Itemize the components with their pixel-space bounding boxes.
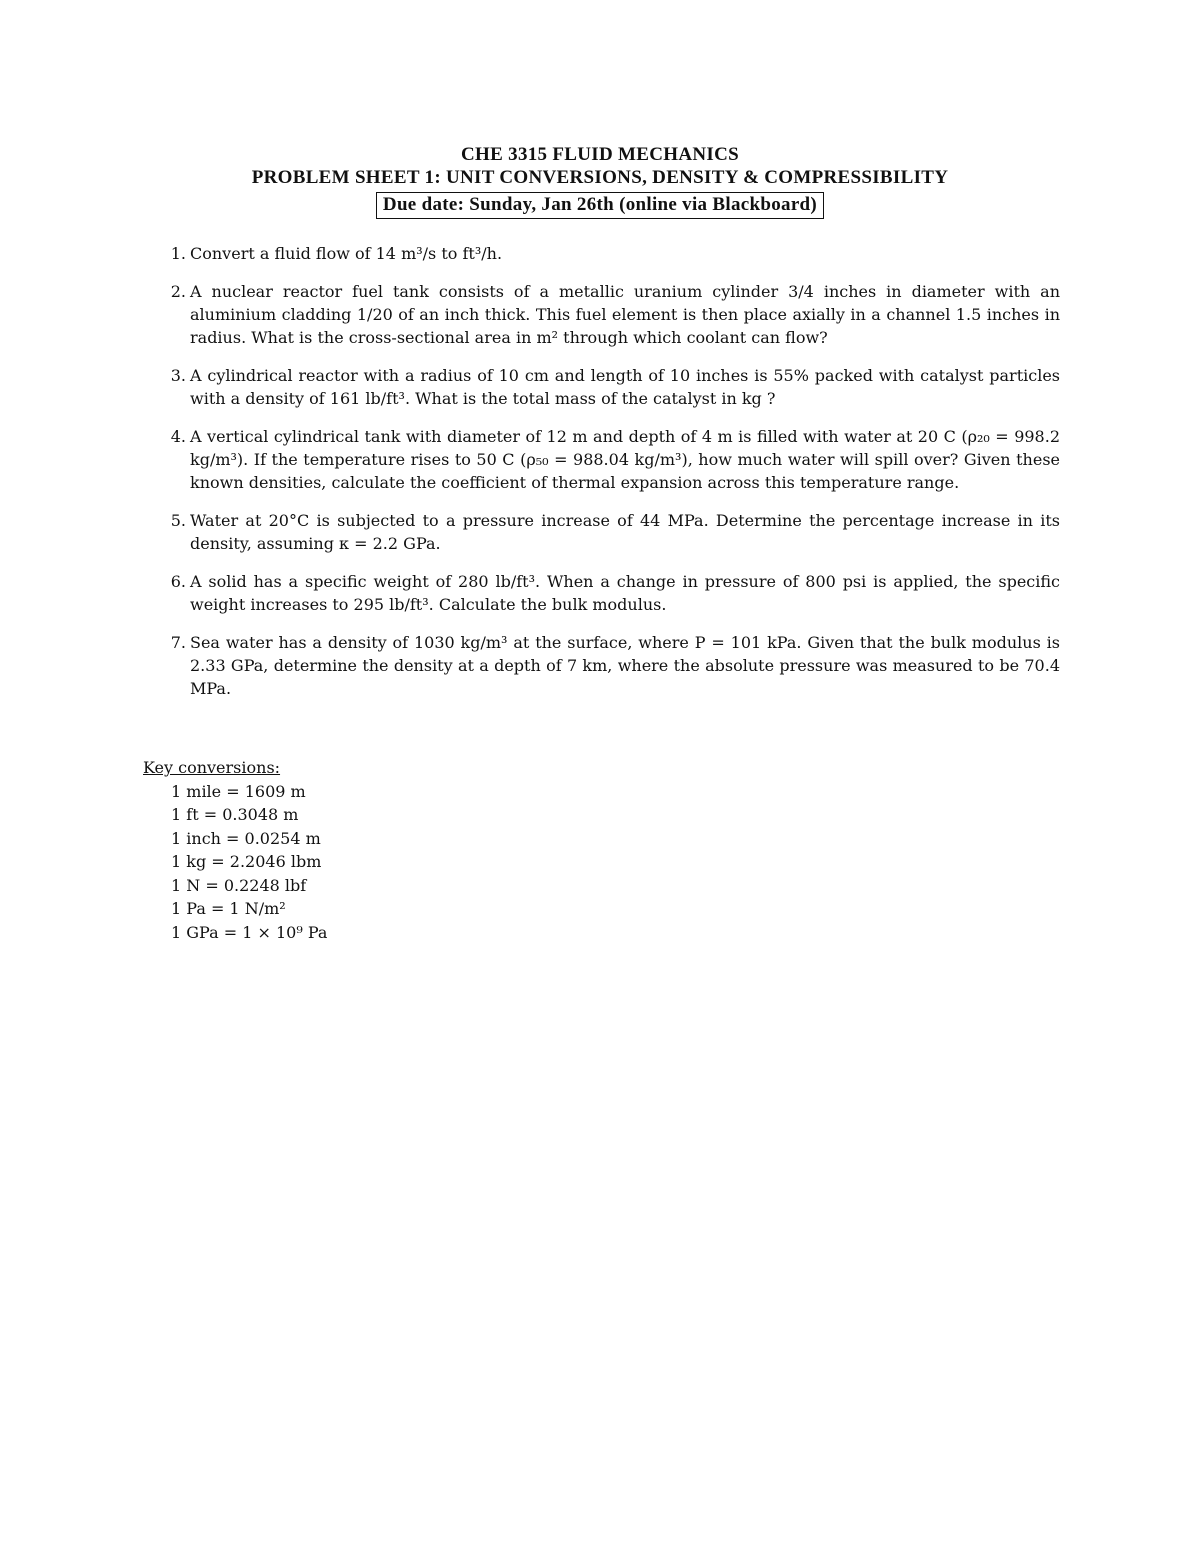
problem-list xyxy=(160,242,1060,715)
key-conversions xyxy=(143,756,327,944)
problem-number: 7. xyxy=(170,633,186,652)
sheet-title: PROBLEM SHEET 1: UNIT CONVERSIONS, DENSITY & COMPRESSIBILITY xyxy=(251,167,949,188)
conversion-item: 1 kg = 2.2046 lbm xyxy=(171,852,322,871)
problem-item xyxy=(160,242,1060,265)
conversion-item: 1 GPa = 1 × 10⁹ Pa xyxy=(171,922,328,942)
problem-number: 4. xyxy=(170,427,186,446)
conversion-item: 1 ft = 0.3048 m xyxy=(171,805,299,824)
problem-item xyxy=(160,570,1060,616)
problem-text: Sea water has a density of 1030 kg/m³ at the surface, where P = 101 kPa. Given that the bulk modulus is 2.33 GPa, determine the density at a depth of 7 km, where the absolute pressure was measured to be 70.4 MPa. xyxy=(190,633,1060,698)
problem-item xyxy=(160,364,1060,410)
problem-number: 2. xyxy=(170,282,186,301)
problem-number: 1. xyxy=(170,244,186,263)
problem-item xyxy=(160,280,1060,349)
conversion-item: 1 mile = 1609 m xyxy=(171,781,306,801)
problem-item xyxy=(160,631,1060,700)
problem-text: A nuclear reactor fuel tank consists of a metallic uranium cylinder 3/4 inches in diameter with an aluminium cladding 1/20 of an inch thick. This fuel element is then place axially in a channel 1.5 inches in radius. What is the cross-sectional area in m² through which coolant can flow? xyxy=(190,282,1060,347)
problem-text: A vertical cylindrical tank with diameter of 12 m and depth of 4 m is filled with water at 20 C (ρ₂₀ = 998.2 kg/m³). If the temperature rises to 50 C (ρ₅₀ = 988.04 kg/m³), how much water will spill over? Given these known densities, calculate the coefficient of thermal expansion across this temperature range. xyxy=(190,427,1060,492)
problem-item xyxy=(160,509,1060,555)
course-title: CHE 3315 FLUID MECHANICS xyxy=(461,144,739,165)
problem-number: 5. xyxy=(170,511,186,530)
problem-text: Convert a fluid flow of 14 m³/s to ft³/h. xyxy=(190,244,503,263)
document-header xyxy=(0,143,1200,219)
conversions-heading: Key conversions: xyxy=(143,758,281,777)
conversion-item: 1 Pa = 1 N/m² xyxy=(171,899,286,918)
problem-text: A solid has a specific weight of 280 lb/ft³. When a change in pressure of 800 psi is applied, the specific weight increases to 295 lb/ft³. Calculate the bulk modulus. xyxy=(190,572,1060,614)
problem-number: 6. xyxy=(170,572,186,591)
problem-number: 3. xyxy=(170,366,186,385)
due-date-box: Due date: Sunday, Jan 26th (online via Blackboard) xyxy=(376,192,824,219)
conversion-item: 1 N = 0.2248 lbf xyxy=(171,875,307,895)
problem-item xyxy=(160,425,1060,494)
problem-text: A cylindrical reactor with a radius of 10 cm and length of 10 inches is 55% packed with catalyst particles with a density of 161 lb/ft³. What is the total mass of the catalyst in kg ? xyxy=(190,366,1060,408)
conversion-item: 1 inch = 0.0254 m xyxy=(171,828,321,848)
problem-text: Water at 20°C is subjected to a pressure increase of 44 MPa. Determine the percentage increase in its density, assuming κ = 2.2 GPa. xyxy=(190,511,1060,553)
